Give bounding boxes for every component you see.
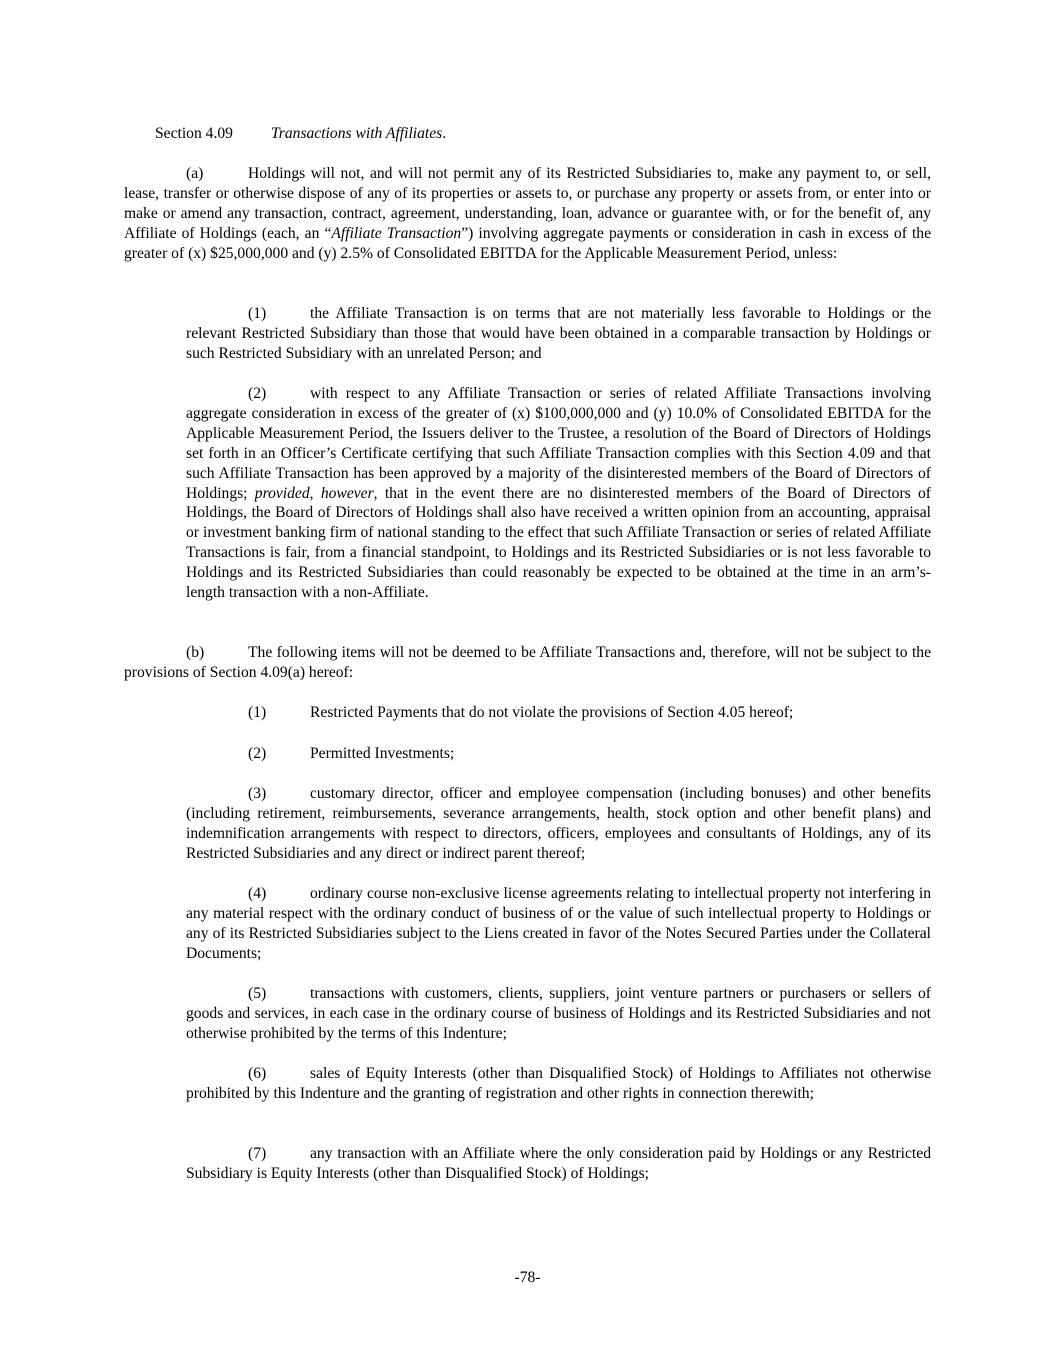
paragraph-text: ”) involving aggregate payments or consideration in cash in excess of the greater of (x) $25,000,000 and (y) 2.5% of Consolidated EBITDA for the Applicable Measurement Period, unless: (124, 224, 932, 262)
list-item-b-4 (186, 884, 931, 964)
item-text: ordinary course non-exclusive license agreements relating to intellectual property not interfering in any material respect with the ordinary conduct of business of or the value of such intellectual property to Holdings or any of its Restricted Subsidiaries subject to the Liens created in favor of the Notes Secured Parties under the Collateral Documents; (186, 885, 931, 962)
paragraph-text: The following items will not be deemed to be Affiliate Transactions and, therefore, will not be subject to the provisions of Section 4.09(a) hereof: (124, 644, 931, 681)
paragraph-a-1 (186, 304, 931, 364)
item-number: (5) (248, 985, 267, 1002)
page-number: -78- (514, 1269, 541, 1286)
paragraph-number: (2) (248, 385, 267, 402)
defined-term: Affiliate Transaction (331, 224, 462, 242)
paragraph-text: the Affiliate Transaction is on terms that are not materially less favorable to Holdings or the relevant Restricted Subsidiary than those that would have been obtained in a comparable transaction by Holdings or such Restricted Subsidiary with an unrelated Person; and (186, 305, 931, 362)
paragraph-number: (1) (248, 305, 267, 322)
list-item-b-3 (186, 784, 931, 864)
paragraph-number: (b) (186, 644, 205, 661)
item-number: (6) (248, 1065, 267, 1082)
list-item-b-5 (186, 984, 931, 1044)
list-item-b-1 (186, 703, 931, 723)
section-title-period: . (442, 125, 447, 142)
item-text: any transaction with an Affiliate where the only consideration paid by Holdings or any Restricted Subsidiary is Equity Interests (other than Disqualified Stock) of Holdings; (186, 1145, 931, 1182)
item-text: transactions with customers, clients, suppliers, joint venture partners or purchasers or sellers of goods and services, in each case in the ordinary course of business of Holdings and its Restricted Subsidiaries and not otherwise prohibited by the terms of this Indenture; (186, 985, 931, 1042)
section-title: Transactions with Affiliates (270, 125, 443, 142)
item-number: (7) (248, 1145, 267, 1162)
section-number: Section 4.09 (155, 125, 233, 142)
item-text: customary director, officer and employee compensation (including bonuses) and other benefits (including retirement, reimbursements, severance arrangements, health, stock option and other benefit plans) and indemnification arrangements with respect to directors, officers, employees and consultants of Holdings, any of its Restricted Subsidiaries and any direct or indirect parent thereof; (186, 785, 931, 862)
item-number: (3) (248, 785, 267, 802)
item-text: sales of Equity Interests (other than Disqualified Stock) of Holdings to Affiliates not otherwise prohibited by this Indenture and the granting of registration and other rights in connection therewith; (186, 1065, 931, 1102)
item-number: (2) (248, 745, 267, 762)
item-number: (1) (248, 704, 267, 721)
item-number: (4) (248, 885, 267, 902)
separator: , (309, 484, 321, 502)
paragraph-a (124, 164, 931, 264)
section-heading (155, 124, 446, 144)
list-item-b-6 (186, 1064, 931, 1104)
item-text: Restricted Payments that do not violate the provisions of Section 4.05 hereof; (310, 704, 794, 721)
item-text: Permitted Investments; (310, 745, 455, 762)
paragraph-text: with respect to any Affiliate Transaction or series of related Affiliate Transactions involving aggregate consideration in excess of the greater of (x) $100,000,000 and (y) 10.0% of Consolidated EBITDA for the Applicable Measurement Period, the Issuers deliver to the Trustee, a resolution of the Board of Directors of Holdings set forth in an Officer’s Certificate certifying that such Affiliate Transaction complies with this Section 4.09 and that such Affiliate Transaction has been approved by a majority of the disinterested members of the Board of Directors of Holdings; (186, 385, 931, 502)
paragraph-text: , that in the event there are no disinterested members of the Board of Directors of Holdings, the Board of Directors of Holdings shall also have received a written opinion from an accounting, appraisal or investment banking firm of national standing to the effect that such Affiliate Transaction or series of related Affiliate Transactions is fair, from a financial standpoint, to Holdings and its Restricted Subsidiaries or is not less favorable to Holdings and its Restricted Subsidiaries than could reasonably be expected to be obtained at the time in an arm’s-length transaction with a non-Affiliate. (186, 484, 932, 602)
paragraph-number: (a) (186, 165, 204, 182)
proviso-term: however (320, 484, 374, 502)
paragraph-text: Holdings will not, and will not permit any of its Restricted Subsidiaries to, make any payment to, or sell, lease, transfer or otherwise dispose of any of its properties or assets to, or purchase any property or assets from, or enter into or make or amend any transaction, contract, agreement, understanding, loan, advance or guarantee with, or for the benefit of, any Affiliate of Holdings (each, an “ (124, 165, 931, 242)
proviso-term: provided (254, 484, 310, 502)
paragraph-b (124, 643, 931, 683)
list-item-b-2 (186, 744, 931, 764)
list-item-b-7 (186, 1144, 931, 1184)
paragraph-a-2 (186, 384, 931, 603)
